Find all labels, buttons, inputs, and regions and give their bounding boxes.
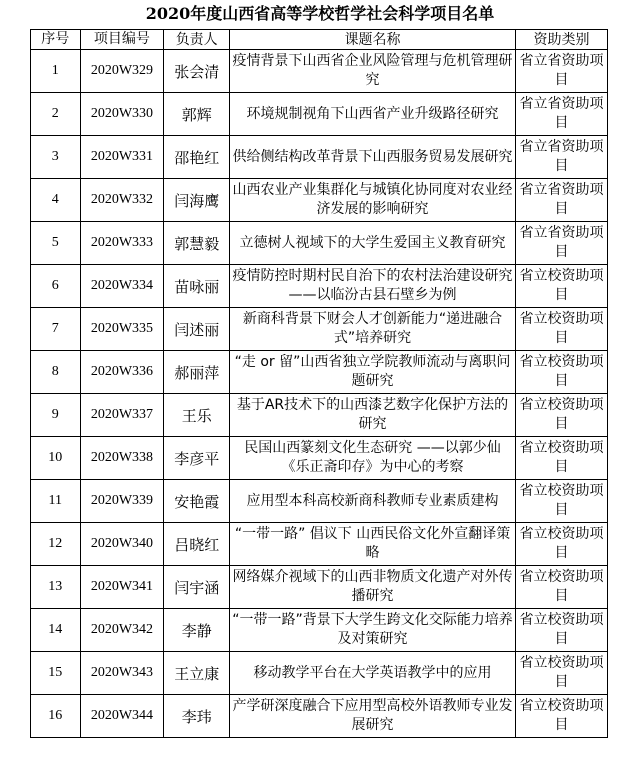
document-title: 2020年度山西省高等学校哲学社会科学项目名单 bbox=[145, 4, 495, 23]
topic-text: 疫情背景下山西省企业风险管理与危机管理研究 bbox=[232, 53, 513, 88]
cell-code: 2020W330 bbox=[80, 93, 164, 136]
cell-leader: 李静 bbox=[164, 609, 230, 652]
topic-text: “一带一路” 倡议下 山西民俗文化外宣翻译策略 bbox=[234, 526, 511, 561]
topic-text: 民国山西篆刻文化生态研究 ——以郭少仙《乐正斋印存》为中心的考察 bbox=[244, 440, 501, 475]
table-row bbox=[31, 93, 608, 136]
cell-funding: 省立校资助项目 bbox=[516, 652, 608, 695]
cell-leader: 李玮 bbox=[164, 695, 230, 738]
cell-funding: 省立省资助项目 bbox=[516, 179, 608, 222]
topic-text: “一带一路”背景下大学生跨文化交际能力培养及对策研究 bbox=[232, 612, 513, 647]
header-topic: 课题名称 bbox=[230, 30, 516, 50]
cell-no: 3 bbox=[31, 136, 81, 179]
cell-code: 2020W331 bbox=[80, 136, 164, 179]
cell-funding: 省立校资助项目 bbox=[516, 265, 608, 308]
header-row bbox=[31, 30, 608, 50]
cell-no: 2 bbox=[31, 93, 81, 136]
cell-code: 2020W329 bbox=[80, 50, 164, 93]
table-row bbox=[31, 222, 608, 265]
cell-leader: 郭慧毅 bbox=[164, 222, 230, 265]
cell-topic bbox=[230, 50, 516, 93]
cell-funding: 省立校资助项目 bbox=[516, 695, 608, 738]
cell-topic bbox=[230, 179, 516, 222]
cell-leader: 闫海鹰 bbox=[164, 179, 230, 222]
table-row bbox=[31, 50, 608, 93]
cell-no: 9 bbox=[31, 394, 81, 437]
cell-code: 2020W341 bbox=[80, 566, 164, 609]
cell-topic bbox=[230, 609, 516, 652]
cell-topic bbox=[230, 93, 516, 136]
cell-topic bbox=[230, 394, 516, 437]
table-row bbox=[31, 265, 608, 308]
cell-code: 2020W336 bbox=[80, 351, 164, 394]
cell-code: 2020W344 bbox=[80, 695, 164, 738]
cell-funding: 省立校资助项目 bbox=[516, 480, 608, 523]
cell-no: 16 bbox=[31, 695, 81, 738]
cell-funding: 省立校资助项目 bbox=[516, 308, 608, 351]
header-funding: 资助类别 bbox=[516, 30, 608, 50]
table-row bbox=[31, 566, 608, 609]
cell-code: 2020W338 bbox=[80, 437, 164, 480]
cell-topic bbox=[230, 351, 516, 394]
table-row bbox=[31, 437, 608, 480]
project-table bbox=[30, 29, 608, 738]
cell-no: 13 bbox=[31, 566, 81, 609]
cell-leader: 王立康 bbox=[164, 652, 230, 695]
cell-no: 12 bbox=[31, 523, 81, 566]
table-row bbox=[31, 394, 608, 437]
cell-leader: 郭辉 bbox=[164, 93, 230, 136]
cell-leader: 邵艳红 bbox=[164, 136, 230, 179]
cell-code: 2020W339 bbox=[80, 480, 164, 523]
topic-text: 立德树人视域下的大学生爱国主义教育研究 bbox=[239, 234, 506, 251]
cell-leader: 安艳霞 bbox=[164, 480, 230, 523]
topic-text: 应用型本科高校新商科教师专业素质建构 bbox=[246, 492, 499, 509]
cell-funding: 省立校资助项目 bbox=[516, 523, 608, 566]
cell-no: 8 bbox=[31, 351, 81, 394]
cell-leader: 闫述丽 bbox=[164, 308, 230, 351]
cell-code: 2020W340 bbox=[80, 523, 164, 566]
cell-no: 11 bbox=[31, 480, 81, 523]
table-row bbox=[31, 179, 608, 222]
table-row bbox=[31, 652, 608, 695]
cell-topic bbox=[230, 480, 516, 523]
cell-no: 15 bbox=[31, 652, 81, 695]
cell-no: 1 bbox=[31, 50, 81, 93]
cell-topic bbox=[230, 265, 516, 308]
topic-text: 产学研深度融合下应用型高校外语教师专业发展研究 bbox=[232, 698, 513, 733]
cell-leader: 张会清 bbox=[164, 50, 230, 93]
topic-text: 山西农业产业集群化与城镇化协同度对农业经济发展的影响研究 bbox=[232, 182, 513, 217]
cell-leader: 李彦平 bbox=[164, 437, 230, 480]
table-row bbox=[31, 351, 608, 394]
cell-funding: 省立省资助项目 bbox=[516, 222, 608, 265]
cell-code: 2020W337 bbox=[80, 394, 164, 437]
cell-leader: 闫宇涵 bbox=[164, 566, 230, 609]
header-no: 序号 bbox=[31, 30, 81, 50]
cell-leader: 王乐 bbox=[164, 394, 230, 437]
table-row bbox=[31, 609, 608, 652]
cell-no: 5 bbox=[31, 222, 81, 265]
topic-text: 网络媒介视域下的山西非物质文化遗产对外传播研究 bbox=[232, 569, 513, 604]
topic-text: 移动教学平台在大学英语教学中的应用 bbox=[253, 664, 492, 681]
cell-code: 2020W332 bbox=[80, 179, 164, 222]
header-code: 项目编号 bbox=[80, 30, 164, 50]
table-row bbox=[31, 695, 608, 738]
cell-leader: 苗咏丽 bbox=[164, 265, 230, 308]
cell-topic bbox=[230, 136, 516, 179]
cell-no: 6 bbox=[31, 265, 81, 308]
topic-text: 疫情防控时期村民自治下的农村法治建设研究 ——以临汾古县石壁乡为例 bbox=[232, 268, 513, 303]
topic-text: 环境规制视角下山西省产业升级路径研究 bbox=[246, 105, 499, 122]
cell-funding: 省立省资助项目 bbox=[516, 93, 608, 136]
cell-code: 2020W333 bbox=[80, 222, 164, 265]
topic-text: “走 or 留”山西省独立学院教师流动与离职问题研究 bbox=[234, 354, 511, 389]
cell-funding: 省立校资助项目 bbox=[516, 394, 608, 437]
cell-funding: 省立校资助项目 bbox=[516, 437, 608, 480]
cell-funding: 省立省资助项目 bbox=[516, 50, 608, 93]
topic-text: 新商科背景下财会人才创新能力“递进融合式”培养研究 bbox=[242, 311, 503, 346]
cell-funding: 省立校资助项目 bbox=[516, 609, 608, 652]
cell-topic bbox=[230, 523, 516, 566]
cell-topic bbox=[230, 308, 516, 351]
cell-funding: 省立校资助项目 bbox=[516, 351, 608, 394]
cell-leader: 吕晓红 bbox=[164, 523, 230, 566]
table-row bbox=[31, 480, 608, 523]
table-row bbox=[31, 308, 608, 351]
topic-text: 基于AR技术下的山西漆艺数字化保护方法的研究 bbox=[236, 397, 509, 432]
table-header bbox=[31, 30, 608, 50]
cell-no: 4 bbox=[31, 179, 81, 222]
topic-text: 供给侧结构改革背景下山西服务贸易发展研究 bbox=[232, 148, 513, 165]
cell-topic bbox=[230, 222, 516, 265]
cell-topic bbox=[230, 695, 516, 738]
cell-topic bbox=[230, 566, 516, 609]
cell-funding: 省立省资助项目 bbox=[516, 136, 608, 179]
cell-no: 14 bbox=[31, 609, 81, 652]
cell-topic bbox=[230, 437, 516, 480]
cell-leader: 郝丽萍 bbox=[164, 351, 230, 394]
table-row bbox=[31, 523, 608, 566]
cell-code: 2020W335 bbox=[80, 308, 164, 351]
cell-code: 2020W342 bbox=[80, 609, 164, 652]
table-body bbox=[31, 50, 608, 738]
cell-funding: 省立校资助项目 bbox=[516, 566, 608, 609]
table-row bbox=[31, 136, 608, 179]
header-leader: 负责人 bbox=[164, 30, 230, 50]
cell-no: 7 bbox=[31, 308, 81, 351]
cell-no: 10 bbox=[31, 437, 81, 480]
cell-code: 2020W334 bbox=[80, 265, 164, 308]
cell-code: 2020W343 bbox=[80, 652, 164, 695]
cell-topic bbox=[230, 652, 516, 695]
